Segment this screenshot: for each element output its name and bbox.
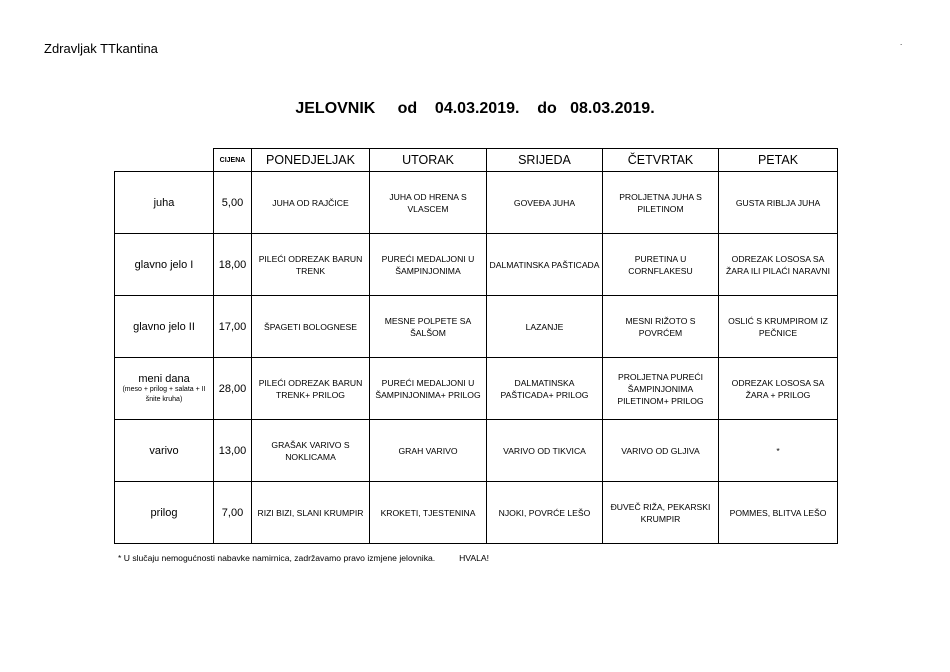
row-label: varivo — [115, 420, 214, 482]
footnote-thanks: HVALA! — [459, 553, 489, 563]
footnote — [118, 553, 489, 563]
menu-item: RIZI BIZI, SLANI KRUMPIR — [252, 482, 370, 544]
day-header-monday: PONEDJELJAK — [252, 149, 370, 172]
table-row-meni-dana — [115, 358, 838, 420]
table-row-prilog — [115, 482, 838, 544]
table-row-varivo — [115, 420, 838, 482]
menu-item: PUREĆI MEDALJONI U ŠAMPINJONIMA — [370, 234, 487, 296]
header-blank-cell — [115, 149, 214, 172]
menu-item: JUHA OD RAJČICE — [252, 172, 370, 234]
menu-item: ODREZAK LOSOSA SA ŽARA ILI PILAĆI NARAVNI — [719, 234, 838, 296]
menu-item: GRAH VARIVO — [370, 420, 487, 482]
menu-item: GUSTA RIBLJA JUHA — [719, 172, 838, 234]
menu-item: ODREZAK LOSOSA SA ŽARA + PRILOG — [719, 358, 838, 420]
organization-name: Zdravljak TTkantina — [44, 41, 158, 56]
menu-item: ĐUVEČ RIŽA, PEKARSKI KRUMPIR — [603, 482, 719, 544]
row-price: 18,00 — [214, 234, 252, 296]
menu-item: * — [719, 420, 838, 482]
row-price: 28,00 — [214, 358, 252, 420]
title-to-label: do — [537, 100, 557, 117]
menu-item: PROLJETNA PUREĆI ŠAMPINJONIMA PILETINOM+ PRILOG — [603, 358, 719, 420]
menu-item: GOVEĐA JUHA — [487, 172, 603, 234]
menu-item: PILEĆI ODREZAK BARUN TRENK+ PRILOG — [252, 358, 370, 420]
menu-item: OSLIĆ S KRUMPIROM IZ PEČNICE — [719, 296, 838, 358]
menu-item: NJOKI, POVRĆE LEŠO — [487, 482, 603, 544]
table-row-glavno-jelo-2 — [115, 296, 838, 358]
header-dot: . — [900, 38, 903, 47]
row-sublabel: (meso + prilog + salata + II šnite kruha) — [122, 385, 206, 403]
title-from-date: 04.03.2019. — [434, 100, 520, 117]
menu-item: PURETINA U CORNFLAKESU — [603, 234, 719, 296]
page-title — [0, 100, 950, 118]
menu-item: DALMATINSKA PAŠTICADA — [487, 234, 603, 296]
menu-item: GRAŠAK VARIVO S NOKLICAMA — [252, 420, 370, 482]
table-row-glavno-jelo-1 — [115, 234, 838, 296]
footnote-text: * U slučaju nemogućnosti nabavke namirnica, zadržavamo pravo izmjene jelovnika. — [118, 553, 436, 563]
menu-item: DALMATINSKA PAŠTICADA+ PRILOG — [487, 358, 603, 420]
title-from-label: od — [397, 100, 418, 117]
day-header-friday: PETAK — [719, 149, 838, 172]
title-word: JELOVNIK — [295, 100, 376, 117]
row-label: juha — [115, 172, 214, 234]
menu-item: MESNI RIŽOTO S POVRĆEM — [603, 296, 719, 358]
day-header-wednesday: SRIJEDA — [487, 149, 603, 172]
menu-item: LAZANJE — [487, 296, 603, 358]
menu-item: VARIVO OD GLJIVA — [603, 420, 719, 482]
price-header: CIJENA — [214, 149, 252, 172]
menu-item: POMMES, BLITVA LEŠO — [719, 482, 838, 544]
title-to-date: 08.03.2019. — [570, 100, 655, 117]
table-header-row — [115, 149, 838, 172]
menu-item: JUHA OD HRENA S VLASCEM — [370, 172, 487, 234]
day-header-thursday: ČETVRTAK — [603, 149, 719, 172]
row-price: 7,00 — [214, 482, 252, 544]
row-label: meni dana (meso + prilog + salata + II šnite kruha) — [115, 358, 214, 420]
menu-item: VARIVO OD TIKVICA — [487, 420, 603, 482]
menu-item: ŠPAGETI BOLOGNESE — [252, 296, 370, 358]
row-price: 5,00 — [214, 172, 252, 234]
row-price: 13,00 — [214, 420, 252, 482]
menu-item: KROKETI, TJESTENINA — [370, 482, 487, 544]
menu-item: PROLJETNA JUHA S PILETINOM — [603, 172, 719, 234]
table-row-juha — [115, 172, 838, 234]
row-label: glavno jelo I — [115, 234, 214, 296]
menu-item: PUREĆI MEDALJONI U ŠAMPINJONIMA+ PRILOG — [370, 358, 487, 420]
row-label: glavno jelo II — [115, 296, 214, 358]
day-header-tuesday: UTORAK — [370, 149, 487, 172]
menu-table — [114, 148, 838, 544]
menu-item: MESNE POLPETE SA ŠALŠOM — [370, 296, 487, 358]
row-label: prilog — [115, 482, 214, 544]
menu-item: PILEĆI ODREZAK BARUN TRENK — [252, 234, 370, 296]
row-price: 17,00 — [214, 296, 252, 358]
